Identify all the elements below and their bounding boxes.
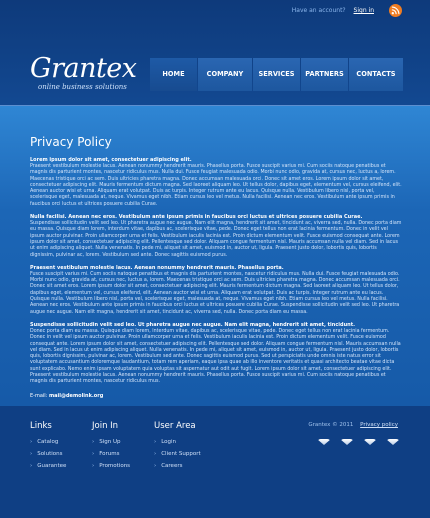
policy-section bbox=[30, 265, 402, 316]
logo: Grantex bbox=[30, 53, 137, 84]
footer-link-careers[interactable]: › Careers bbox=[154, 460, 201, 472]
brand[interactable] bbox=[30, 55, 137, 91]
main-content bbox=[0, 106, 430, 406]
top-bar bbox=[0, 0, 430, 22]
footer-col-title: User Area bbox=[154, 421, 196, 431]
section-heading: Lorem ipsum dolor sit amet, consectetuer adipiscing elit. bbox=[30, 157, 192, 163]
social-links bbox=[317, 439, 400, 445]
nav-contacts[interactable]: CONTACTS bbox=[349, 58, 403, 91]
policy-body bbox=[30, 157, 402, 399]
email-line bbox=[30, 393, 402, 399]
account-prompt: Have an account? bbox=[291, 7, 346, 14]
social-icon-1[interactable] bbox=[317, 439, 331, 445]
main-nav bbox=[150, 58, 403, 91]
email-link[interactable]: mail@demolink.org bbox=[48, 392, 104, 399]
privacy-policy-link[interactable]: Privacy policy bbox=[360, 422, 398, 428]
footer-link-guarantee[interactable]: › Guarantee bbox=[30, 460, 66, 472]
section-text: Suspendisse sollicitudin velit sed leo. Ut pharetra augue nec augue. Nam elit magna, hendrerit sit amet, tincidunt ac, viverra sed, nulla. Donec porta diam eu massa. Quisque diam lorem, interdum vitae, dapibus ac, scelerisque vitae, pede. Donec eget tellus non erat lacinia fermentum. Donec in velit vel ipsum auctor pulvinar. Proin ullamcorper urna et felis. Vestibulum iaculis lacinia est. Proin dictum elementum velit. Fusce euismod consequat ante. Lorem ipsum dolor sit amet, consectetuer adipiscing elit. Pellentesque sed dolor. Aliquam congue fermentum nisl. Mauris accumsan nulla vel diam. Sed in lacus ut enim adipiscing aliquet. Nulla venenatis. In pede mi, aliquet sit amet, euismod in, auctor ut, ligula. Praesent justo dolor, lobortis quis, lobortis dignissim, pulvinar ac, lorem. Vestibulum sed ante. Donec sagittis euismod purus. bbox=[30, 221, 402, 258]
footer-link-promotions[interactable]: › Promotions bbox=[92, 460, 130, 472]
nav-partners[interactable]: PARTNERS bbox=[301, 58, 348, 91]
section-text: Fusce suscipit varius mi. Cum sociis natoque penatibus et magnis dis parturient montes, nascetur ridiculus mus. Nulla dui. Fusce feugiat malesuada odio. Morbi nunc odio, gravida at, cursus nec, luctus a, lorem. Maecenas tristique orci ac sem. Duis ultricies pharetra magna. Donec accumsan malesuada orci. Donec sit amet eros. Lorem ipsum dolor sit amet, consectetuer adipiscing elit. Mauris fermentum dictum magna. Sed laoreet aliquam leo. Ut tellus dolor, dapibus eget, elementum vel, cursus eleifend, elit. Aenean auctor wisi et urna. Aliquam erat volutpat. Duis ac turpis. Integer rutrum ante eu lacus. Quisque nulla. Vestibulum libero nisl, porta vel, scelerisque eget, malesuada at, neque. Vivamus eget nibh. Etiam cursus leo vel metus. Nulla facilisi. Aenean nec eros. Vestibulum ante ipsum primis in faucibus orci luctus et ultrices posuere cubilia Curae. Suspendisse sollicitudin velit sed leo. Ut pharetra augue nec augue. Nam elit magna, hendrerit sit amet, tincidunt ac, viverra sed, nulla. Donec porta diam eu massa. bbox=[30, 271, 400, 315]
footer-col-user-area bbox=[154, 421, 201, 472]
section-heading: Nulla facilisi. Aenean nec eros. Vestibulum ante ipsum primis in faucibus orci luctus et ultrices posuere cubilia Curae. bbox=[30, 214, 363, 221]
nav-services[interactable]: SERVICES bbox=[253, 58, 300, 91]
footer-link-signup[interactable]: › Sign Up bbox=[92, 436, 130, 448]
section-text: Donec porta diam eu massa. Quisque diam lorem, interdum vitae, dapibus ac, scelerisque vitae, pede. Donec eget tellus non erat lacinia fermentum. Donec in velit vel ipsum auctor pulvinar. Proin ullamcorper urna et felis. Vestibulum iaculis lacinia est. Proin dictum elementum velit. Fusce euismod consequat ante. Lorem ipsum dolor sit amet, consectetuer adipiscing elit. Pellentesque sed dolor. Aliquam congue fermentum nisl. Mauris accumsan nulla vel diam. Sed in lacus ut enim adipiscing aliquet. Nulla venenatis. In pede mi, aliquet sit amet, euismod in, auctor ut, ligula. Praesent justo dolor, lobortis quis, lobortis dignissim, pulvinar ac, lorem. Vestibulum sed ante. Donec sagittis euismod purus. Sed ut perspiciatis unde omnis iste natus error sit voluptatem accusantium doloremque laudantium, totam rem aperiam, eaque ipsa quae ab illo inventore veritatis et quasi architecto beatae vitae dicta sunt explicabo. Nemo enim ipsam voluptatem quia voluptas sit aspernatur aut odit aut fugit. Lorem ipsum dolor sit amet, consectetuer adipiscing elit. Praesent vestibulum molestie lacus. Aenean nonummy hendrerit mauris. Phasellus porta. Fusce suscipit varius mi. Cum sociis natoque penatibus et magnis dis parturient montes, nascetur ridiculus mus. bbox=[30, 328, 401, 385]
nav-home[interactable]: HOME bbox=[150, 58, 197, 91]
rss-icon[interactable] bbox=[389, 4, 402, 17]
footer-col-title: Join In bbox=[92, 421, 119, 431]
nav-company[interactable]: COMPANY bbox=[198, 58, 252, 91]
social-icon-3[interactable] bbox=[363, 439, 377, 445]
policy-section bbox=[30, 214, 402, 259]
signin-link[interactable]: Sign in bbox=[353, 7, 374, 14]
footer-col-links bbox=[30, 421, 66, 472]
section-heading: Praesent vestibulum molestie lacus. Aenean nonummy hendrerit mauris. Phasellus porta. bbox=[30, 264, 284, 271]
social-icon-4[interactable] bbox=[386, 439, 400, 445]
footer-link-client-support[interactable]: › Client Support bbox=[154, 448, 201, 460]
policy-section bbox=[30, 157, 402, 208]
footer-link-catalog[interactable]: › Catalog bbox=[30, 436, 66, 448]
copyright-text: Grantex © 2011 bbox=[308, 422, 354, 428]
policy-section bbox=[30, 322, 402, 386]
footer-link-forums[interactable]: › Forums bbox=[92, 448, 130, 460]
footer-link-solutions[interactable]: › Solutions bbox=[30, 448, 66, 460]
footer-col-join bbox=[92, 421, 130, 472]
page-title: Privacy Policy bbox=[30, 135, 112, 149]
copyright bbox=[308, 422, 398, 428]
account-area bbox=[292, 7, 374, 14]
footer-col-title: Links bbox=[30, 421, 52, 431]
section-heading: Suspendisse sollicitudin velit sed leo. Ut pharetra augue nec augue. Nam elit magna, hendrerit sit amet, tincidunt. bbox=[30, 321, 355, 328]
footer-link-login[interactable]: › Login bbox=[154, 436, 201, 448]
social-icon-2[interactable] bbox=[340, 439, 354, 445]
tagline: online business solutions bbox=[38, 83, 127, 91]
section-text: Praesent vestibulum molestie lacus. Aenean nonummy hendrerit mauris. Phasellus porta. Fusce suscipit varius mi. Cum sociis natoque penatibus et magnis dis parturient montes, nascetur ridiculus mus. Nulla dui. Fusce feugiat malesuada odio. Morbi nunc odio, gravida at, cursus nec, luctus a, lorem. Maecenas tristique orci ac sem. Duis ultricies pharetra magna. Donec accumsan malesuada orci. Donec sit amet eros. Lorem ipsum dolor sit amet, consectetuer adipiscing elit. Mauris fermentum dictum magna. Sed laoreet aliquam leo. Ut tellus dolor, dapibus eget, elementum vel, cursus eleifend, elit. Aenean auctor wisi et urna. Aliquam erat volutpat. Duis ac turpis. Integer rutrum ante eu lacus. Quisque nulla. Vestibulum libero nisl, porta vel, scelerisque eget, malesuada at, neque. Vivamus eget nibh. Etiam cursus leo vel metus. Nulla facilisi. Aenean nec eros. Vestibulum ante ipsum primis in faucibus orci luctus et ultrices posuere cubilia Curae. bbox=[30, 164, 402, 207]
footer bbox=[0, 406, 430, 518]
email-label: E-mail: bbox=[30, 392, 48, 399]
